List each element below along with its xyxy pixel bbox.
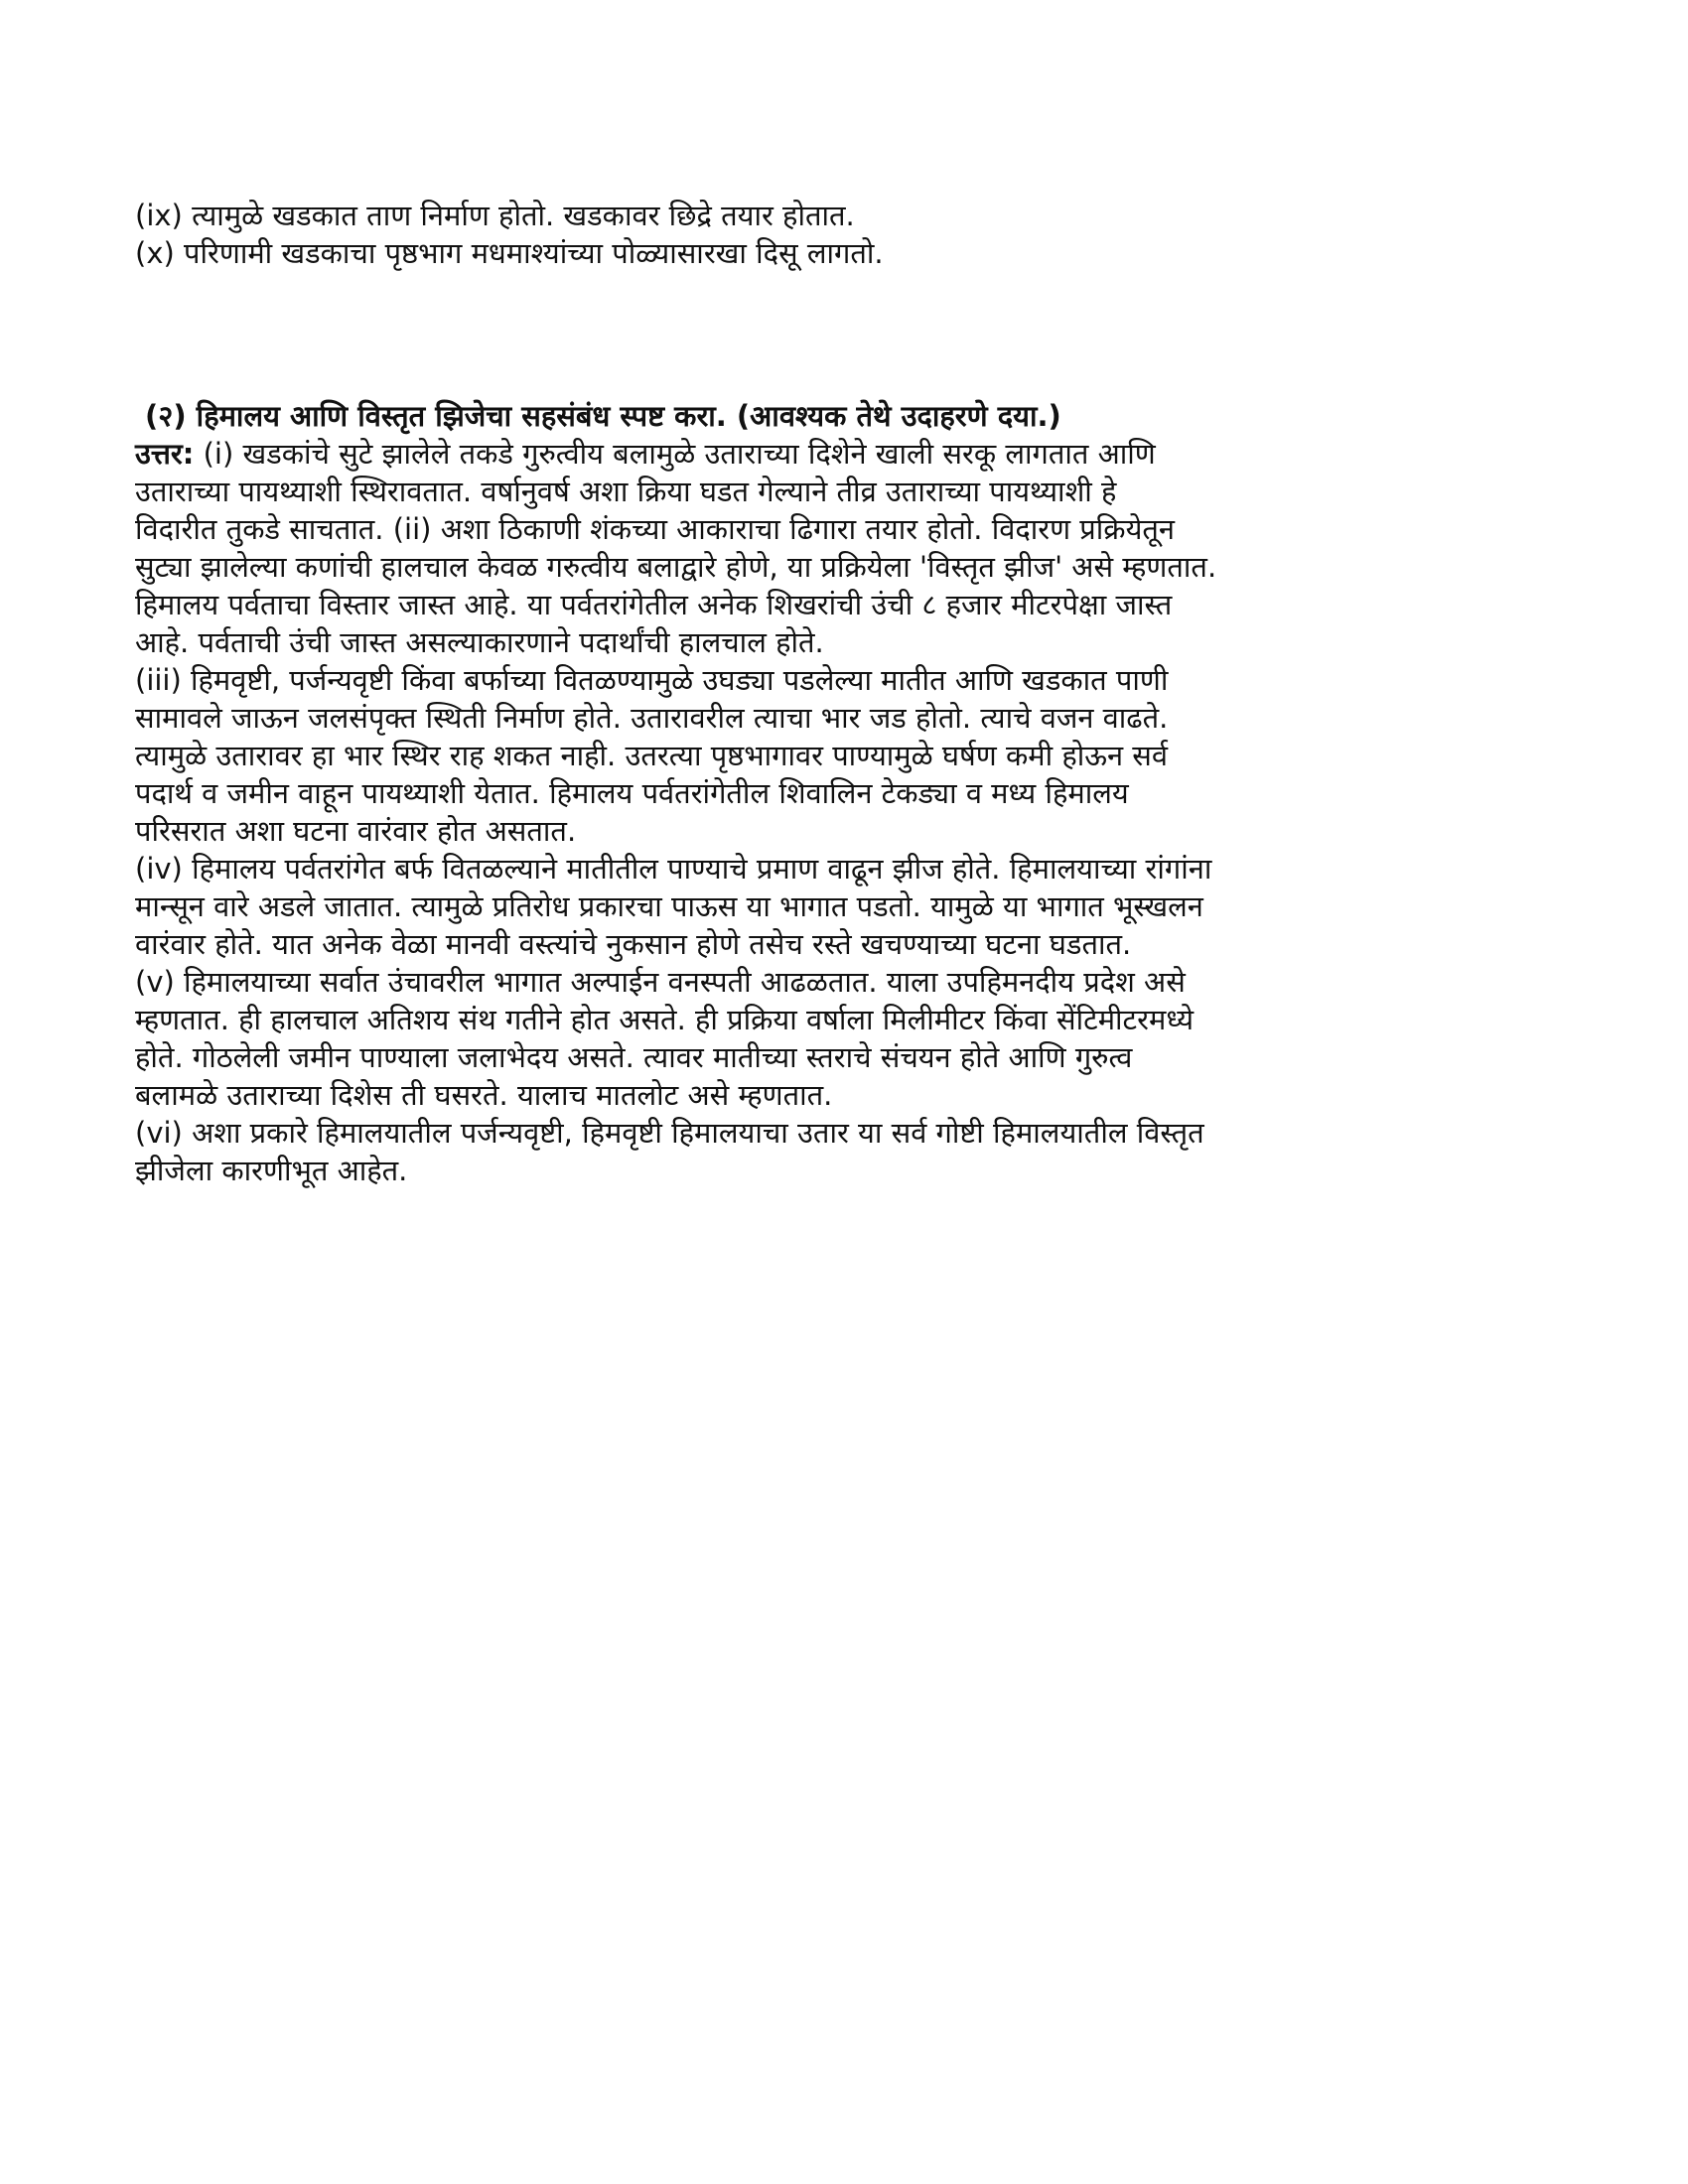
answer-first-line-text: (i) खडकांचे सुटे झालेले तकडे गुरुत्वीय बलामुळे उताराच्या दिशेने खाली सरकू लागतात आणि [194, 437, 1156, 471]
answer-line: हिमालय पर्वताचा विस्तार जास्त आहे. या पर्वतरांगेतील अनेक शिखरांची उंची ८ हजार मीटरपेक्षा जास्त [135, 588, 1173, 621]
answer-line: (v) हिमालयाच्या सर्वात उंचावरील भागात अल्पाईन वनस्पती आढळतात. याला उपहिमनदीय प्रदेश असे [135, 965, 1186, 999]
answer-line: उताराच्या पायथ्याशी स्थिरावतात. वर्षानुवर्ष अशा क्रिया घडत गेल्याने तीव्र उताराच्या पायथ्याशी हे [135, 475, 1117, 508]
answer-line: म्हणतात. ही हालचाल अतिशय संथ गतीने होत असते. ही प्रक्रिया वर्षाला मिलीमीटर किंवा सेंटिमीटरमध्ये [135, 1003, 1195, 1036]
answer-line: त्यामुळे उतारावर हा भार स्थिर राह शकत नाही. उतरत्या पृष्ठभागावर पाण्यामुळे घर्षण कमी होऊन सर्व [135, 739, 1169, 772]
answer-line: परिसरात अशा घटना वारंवार होत असतात. [135, 814, 577, 848]
answer-line: सुट्या झालेल्या कणांची हालचाल केवळ गरुत्वीय बलाद्वारे होणे, या प्रक्रियेला 'विस्तृत झीज' असे म्हणतात. [135, 550, 1217, 584]
answer-line: (iii) हिमवृष्टी, पर्जन्यवृष्टी किंवा बर्फाच्या वितळण्यामुळे उघड्या पडलेल्या मातीत आणि खडकात पाणी [135, 663, 1169, 697]
answer-line: पदार्थ व जमीन वाहून पायथ्याशी येतात. हिमालय पर्वतरांगेतील शिवालिन टेकड्या व मध्य हिमालय [135, 776, 1129, 810]
point-ix-line: (ix) त्यामुळे खडकात ताण निर्माण होतो. खडकावर छिद्रे तयार होतात. [135, 199, 855, 232]
answer-label: उत्तर: [135, 437, 195, 471]
question-heading: (२) हिमालय आणि विस्तृत झिजेचा सहसंबंध स्पष्ट करा. (आवश्यक तेथे उदाहरणे दया.) [145, 399, 1061, 433]
answer-line: (vi) अशा प्रकारे हिमालयातील पर्जन्यवृष्टी, हिमवृष्टी हिमालयाचा उतार या सर्व गोष्टी हिमालयातील विस्तृत [135, 1116, 1204, 1150]
answer-line: बलामळे उताराच्या दिशेस ती घसरते. यालाच मातलोट असे म्हणतात. [135, 1078, 833, 1112]
answer-line: झीजेला कारणीभूत आहेत. [135, 1154, 408, 1187]
answer-line: वारंवार होते. यात अनेक वेळा मानवी वस्त्यांचे नुकसान होणे तसेच रस्ते खचण्याच्या घटना घडतात. [135, 927, 1132, 961]
answer-line: विदारीत तुकडे साचतात. (ii) अशा ठिकाणी शंकच्या आकाराचा ढिगारा तयार होतो. विदारण प्रक्रियेतून [135, 512, 1176, 546]
previous-answer-continuation [135, 197, 1545, 272]
answer-line: होते. गोठलेली जमीन पाण्याला जलाभेदय असते. त्यावर मातीच्या स्तराचे संचयन होते आणि गुरुत्व [135, 1040, 1133, 1074]
answer-line: मान्सून वारे अडले जातात. त्यामुळे प्रतिरोध प्रकारचा पाऊस या भागात पडतो. यामुळे या भागात भूस्खलन [135, 889, 1203, 923]
answer-line: आहे. पर्वताची उंची जास्त असल्याकारणाने पदार्थांची हालचाल होते. [135, 625, 824, 659]
answer-line: सामावले जाऊन जलसंपृक्त स्थिती निर्माण होते. उतारावरील त्याचा भार जड होतो. त्याचे वजन वाढते. [135, 701, 1169, 735]
question-block [135, 397, 1545, 1189]
point-x-line: (x) परिणामी खडकाचा पृष्ठभाग मधमाश्यांच्या पोळ्यासारखा दिसू लागतो. [135, 236, 884, 270]
answer-first-line [135, 435, 1545, 473]
answer-line: (iv) हिमालय पर्वतरांगेत बर्फ वितळल्याने मातीतील पाण्याचे प्रमाण वाढून झीज होते. हिमालयाच्या रांगांना [135, 852, 1212, 886]
